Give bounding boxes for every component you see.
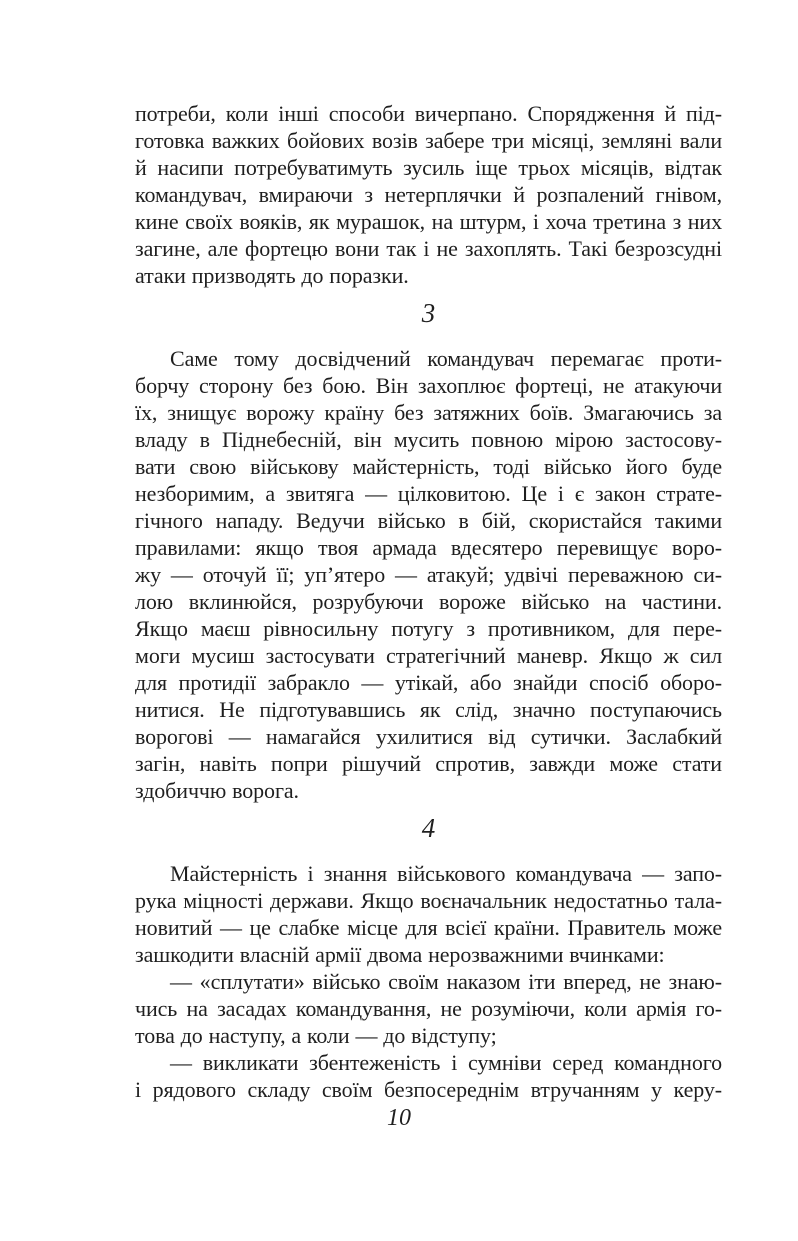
text-line: кине своїх вояків, як мурашок, на штурм, і хоча третина з них (135, 209, 722, 234)
text-line: загін, навіть попри рішучий спротив, завжди може стати (135, 751, 722, 776)
text-line: здобиччю ворога. (135, 778, 299, 803)
text-line: жу — оточуй її; уп’ятеро — атакуй; удвічі переважною си- (135, 562, 722, 587)
text-line: борчу сторону без бою. Він захоплює фортеці, не атакуючи (135, 373, 722, 398)
page-text (135, 100, 722, 1103)
paragraph (135, 100, 722, 289)
text-line: рука міцності держави. Якщо воєначальник недостатньо тала- (135, 888, 722, 913)
paragraph (135, 968, 722, 1049)
text-line: моги мусиш застосувати стратегічний маневр. Якщо ж сил (135, 643, 722, 668)
text-line: Якщо маєш рівносильну потугу з противником, для пере- (135, 616, 722, 641)
text-line: вати свою військову майстерність, тоді військо його буде (135, 454, 722, 479)
paragraph (135, 345, 722, 804)
paragraph (135, 860, 722, 968)
text-line: Майстерність і знання військового командувача — запо- (170, 861, 722, 886)
text-line: чись на засадах командування, не розуміючи, коли армія го- (135, 996, 722, 1021)
text-line: командувач, вмираючи з нетерплячки й розпалений гнівом, (135, 182, 722, 207)
text-line: незборимим, а звитяга — цілковитою. Це і є закон страте- (135, 481, 722, 506)
text-line: правилами: якщо твоя армада вдесятеро перевищує воро- (135, 535, 722, 560)
page-number: 10 (387, 1105, 411, 1131)
text-line: загине, але фортецю вони так і не захоплять. Такі безрозсудні (135, 236, 722, 261)
text-line: новитий — це слабке місце для всієї країни. Правитель може (135, 915, 722, 940)
text-line: владу в Піднебесній, він мусить повною мірою застосову- (135, 427, 722, 452)
text-line: това до наступу, а коли — до відступу; (135, 1023, 497, 1048)
text-line: ворогові — намагайся ухилитися від сутички. Заслабкий (135, 724, 722, 749)
text-line: лою вклинюйся, розрубуючи вороже військо на частини. (135, 589, 722, 614)
section-number: 4 (421, 813, 436, 843)
text-line: потреби, коли інші способи вичерпано. Спорядження й під- (135, 101, 722, 126)
text-line: для протидії забракло — утікай, або знайди спосіб оборо- (135, 670, 722, 695)
text-line: нитися. Не підготувавшись як слід, значно поступаючись (135, 697, 722, 722)
text-line: Саме тому досвідчений командувач перемагає проти- (170, 346, 722, 371)
text-line: готовка важких бойових возів забере три місяці, земляні вали (135, 128, 722, 153)
text-line: — «сплутати» військо своїм наказом іти вперед, не знаю- (170, 969, 722, 994)
text-line: зашкодити власній армії двома нерозважними вчинками: (135, 942, 665, 967)
text-line: атаки призводять до поразки. (135, 263, 409, 288)
text-line: й насипи потребуватимуть зусиль іще трьох місяців, відтак (135, 155, 722, 180)
text-line: і рядового складу своїм безпосереднім втручанням у керу- (135, 1077, 722, 1102)
text-line: — викликати збентеженість і сумніви серед командного (170, 1050, 722, 1075)
section-number: 3 (421, 298, 436, 328)
paragraph (135, 1049, 722, 1103)
text-line: гічного нападу. Ведучи військо в бій, скористайся такими (135, 508, 722, 533)
text-line: їх, знищує ворожу країну без затяжних боїв. Змагаючись за (135, 400, 722, 425)
